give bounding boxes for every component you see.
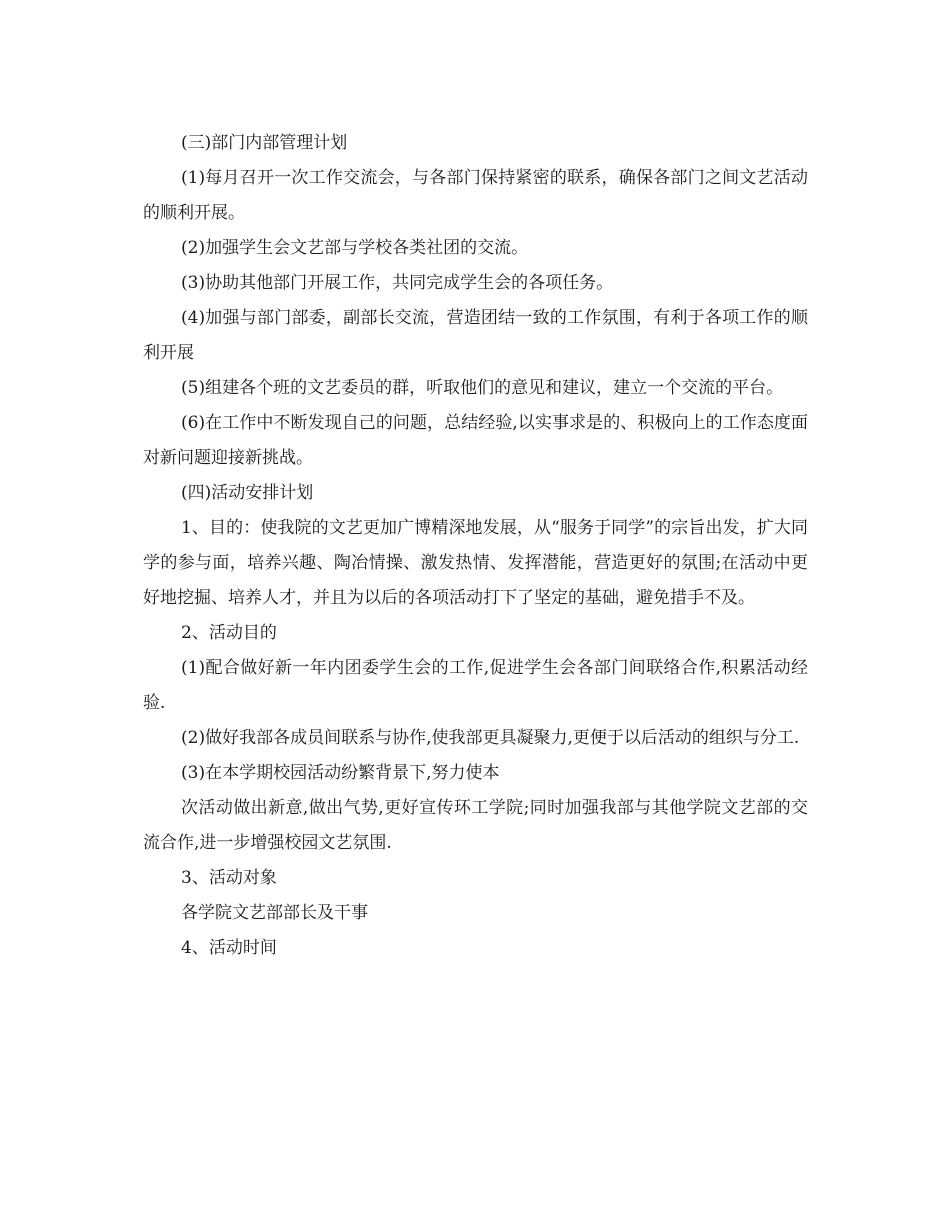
section-heading-activity-plan: (四)活动安排计划 [181,483,314,503]
subheading-activity-target: 3、活动对象 [181,868,277,888]
paragraph-item-1: (1)每月召开一次工作交流会，与各部门保持紧密的联系，确保各部门之间文艺活动的顺利开展。 [143,168,808,223]
paragraph-purpose: 1、目的：使我院的文艺更加广博精深地发展，从“服务于同学”的宗旨出发，扩大同学的参与面，培养兴趣、陶冶情操、激发热情、发挥潜能，营造更好的氛围;在活动中更好地挖掘、培养人才，并且为以后的各项活动打下了坚定的基础，避免措手不及。 [143,518,808,608]
section-heading-internal-management: (三)部门内部管理计划 [181,133,348,153]
subheading-activity-time: 4、活动时间 [181,938,277,958]
paragraph-item-3: (3)协助其他部门开展工作，共同完成学生会的各项任务。 [181,273,614,293]
subheading-activity-goal: 2、活动目的 [181,623,277,643]
paragraph-item-4: (4)加强与部门部委，副部长交流，营造团结一致的工作氛围，有利于各项工作的顺利开展 [143,308,808,363]
paragraph-target: 各学院文艺部部长及干事 [181,903,368,923]
document-body [143,126,808,966]
paragraph-item-6: (6)在工作中不断发现自己的问题，总结经验,以实事求是的、积极向上的工作态度面对新问题迎接新挑战。 [143,413,808,468]
paragraph-item-5: (5)组建各个班的文艺委员的群，听取他们的意见和建议，建立一个交流的平台。 [181,378,784,398]
paragraph-goal-3-continued: 次活动做出新意,做出气势,更好宣传环工学院;同时加强我部与其他学院文艺部的交流合作,进一步增强校园文艺氛围. [143,798,808,853]
paragraph-goal-2: (2)做好我部各成员间联系与协作,使我部更具凝聚力,更便于以后活动的组织与分工. [181,728,800,748]
paragraph-goal-3: (3)在本学期校园活动纷繁背景下,努力使本 [181,763,500,783]
paragraph-item-2: (2)加强学生会文艺部与学校各类社团的交流。 [181,238,529,258]
paragraph-goal-1: (1)配合做好新一年内团委学生会的工作,促进学生会各部门间联络合作,积累活动经验. [143,658,808,713]
